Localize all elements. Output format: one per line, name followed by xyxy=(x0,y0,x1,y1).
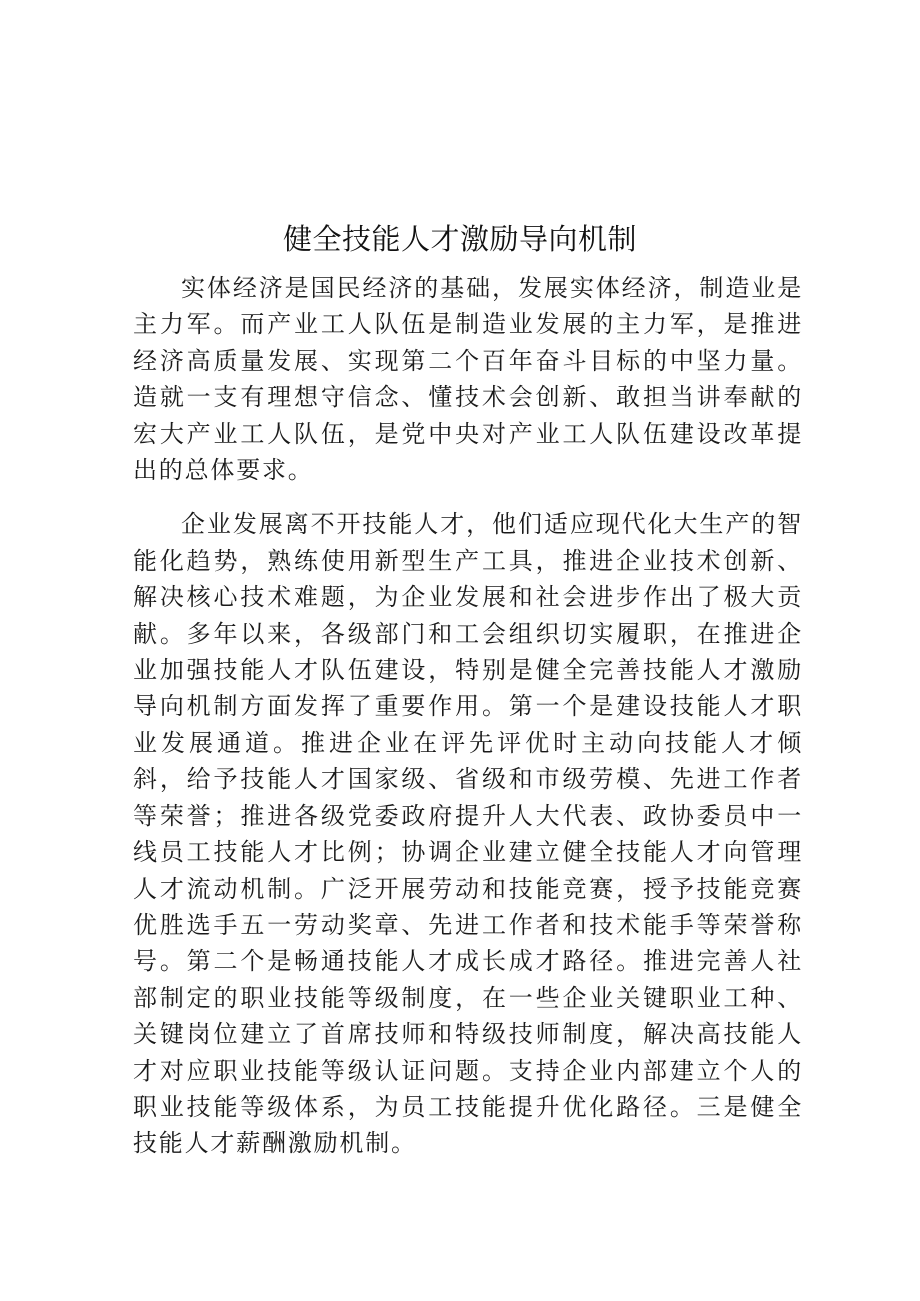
document-title: 健全技能人才激励导向机制 xyxy=(282,222,637,256)
paragraph-2: 企业发展离不开技能人才，他们适应现代化大生产的智能化趋势，熟练使用新型生产工具，推进企业技术创新、解决核心技术难题，为企业发展和社会进步作出了极大贡献。多年以来，各级部门和工会组织切实履职，在推进企业加强技能人才队伍建设，特别是健全完善技能人才激励导向机制方面发挥了重要作用。第一个是建设技能人才职业发展通道。推进企业在评先评优时主动向技能人才倾斜，给予技能人才国家级、省级和市级劳模、先进工作者等荣誉；推进各级党委政府提升人大代表、政协委员中一线员工技能人才比例；协调企业建立健全技能人才向管理人才流动机制。广泛开展劳动和技能竞赛，授予技能竞赛优胜选手五一劳动奖章、先进工作者和技术能手等荣誉称号。第二个是畅通技能人才成长成才路径。推进完善人社部制定的职业技能等级制度，在一些企业关键职业工种、关键岗位建立了首席技师和特级技师制度，解决高技能人才对应职业技能等级认证问题。支持企业内部建立个人的职业技能等级体系，为员工技能提升优化路径。三是健全技能人才薪酬激励机制。 xyxy=(133,510,803,1158)
document-body xyxy=(133,270,803,1162)
paragraph-1: 实体经济是国民经济的基础，发展实体经济，制造业是主力军。而产业工人队伍是制造业发展的主力军，是推进经济高质量发展、实现第二个百年奋斗目标的中坚力量。造就一支有理想守信念、懂技术会创新、敢担当讲奉献的宏大产业工人队伍，是党中央对产业工人队伍建设改革提出的总体要求。 xyxy=(133,274,803,485)
